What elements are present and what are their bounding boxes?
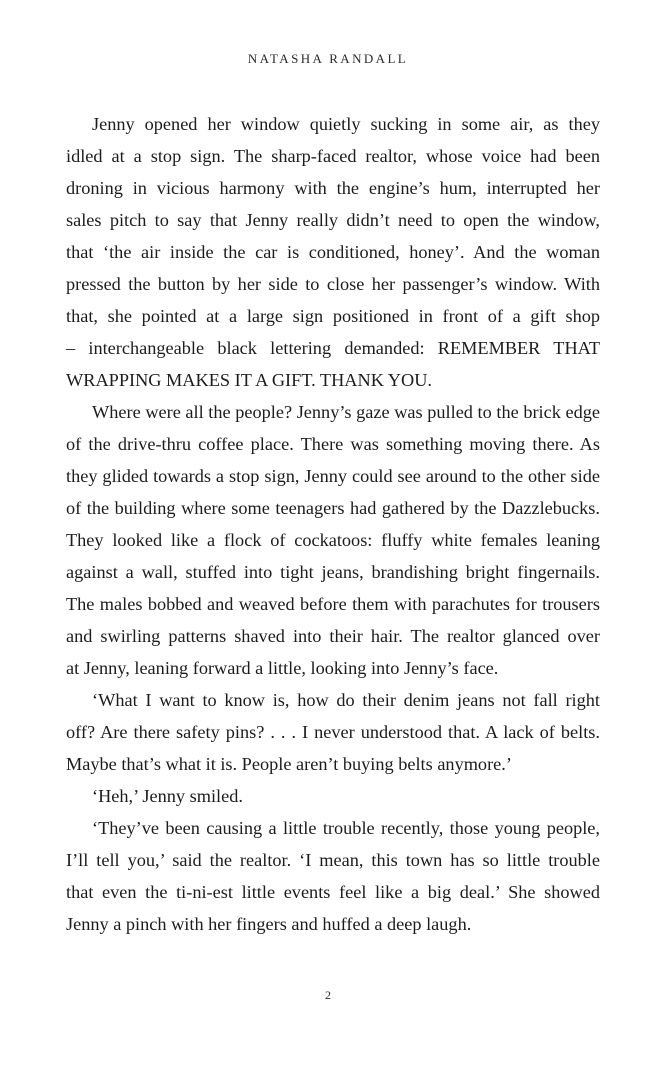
text-line: of the building where some teenagers had gathered by the Dazzlebucks. — [66, 498, 600, 518]
text-line: they glided towards a stop sign, Jenny could see around to the other side — [66, 466, 600, 486]
text-line: sales pitch to say that Jenny really didn’t need to open the window, — [66, 210, 600, 230]
paragraph — [66, 780, 600, 812]
text-line: Jenny opened her window quietly sucking in some air, as they — [92, 114, 600, 134]
paragraph — [66, 396, 600, 684]
paragraph — [66, 684, 600, 780]
text-line: Jenny a pinch with her fingers and huffed a deep laugh. — [66, 914, 472, 934]
text-line: Where were all the people? Jenny’s gaze was pulled to the brick edge — [92, 402, 600, 422]
text-line: that, she pointed at a large sign positioned in front of a gift shop — [66, 306, 600, 326]
running-head: NATASHA RANDALL — [247, 51, 409, 66]
page-number: 2 — [325, 988, 331, 1002]
body-text — [66, 108, 600, 940]
text-line: idled at a stop sign. The sharp-faced realtor, whose voice had been — [66, 146, 600, 166]
text-line: that even the ti-ni-est little events feel like a big deal.’ She showed — [66, 882, 600, 902]
text-line: WRAPPING MAKES IT A GIFT. THANK YOU. — [66, 370, 432, 390]
text-line: pressed the button by her side to close her passenger’s window. With — [66, 274, 600, 294]
text-line: ‘They’ve been causing a little trouble recently, those young people, — [92, 818, 600, 838]
text-line: I’ll tell you,’ said the realtor. ‘I mean, this town has so little trouble — [66, 850, 600, 870]
text-line: Maybe that’s what it is. People aren’t buying belts anymore.’ — [66, 754, 512, 774]
text-line: – interchangeable black lettering demanded: REMEMBER THAT — [66, 338, 600, 358]
paragraph — [66, 812, 600, 940]
text-line: and swirling patterns shaved into their hair. The realtor glanced over — [66, 626, 600, 646]
text-line: They looked like a flock of cockatoos: fluffy white females leaning — [66, 530, 600, 550]
text-line: droning in vicious harmony with the engine’s hum, interrupted her — [66, 178, 600, 198]
text-line: ‘What I want to know is, how do their denim jeans not fall right — [92, 690, 600, 710]
text-line: that ‘the air inside the car is conditioned, honey’. And the woman — [66, 242, 600, 262]
text-line: off? Are there safety pins? . . . I never understood that. A lack of belts. — [66, 722, 600, 742]
text-line: at Jenny, leaning forward a little, looking into Jenny’s face. — [66, 658, 499, 678]
text-line: ‘Heh,’ Jenny smiled. — [92, 786, 243, 806]
text-line: The males bobbed and weaved before them with parachutes for trousers — [66, 594, 600, 614]
paragraph — [66, 108, 600, 396]
text-line: of the drive-thru coffee place. There was something moving there. As — [66, 434, 600, 454]
text-line: against a wall, stuffed into tight jeans, brandishing bright fingernails. — [66, 562, 600, 582]
